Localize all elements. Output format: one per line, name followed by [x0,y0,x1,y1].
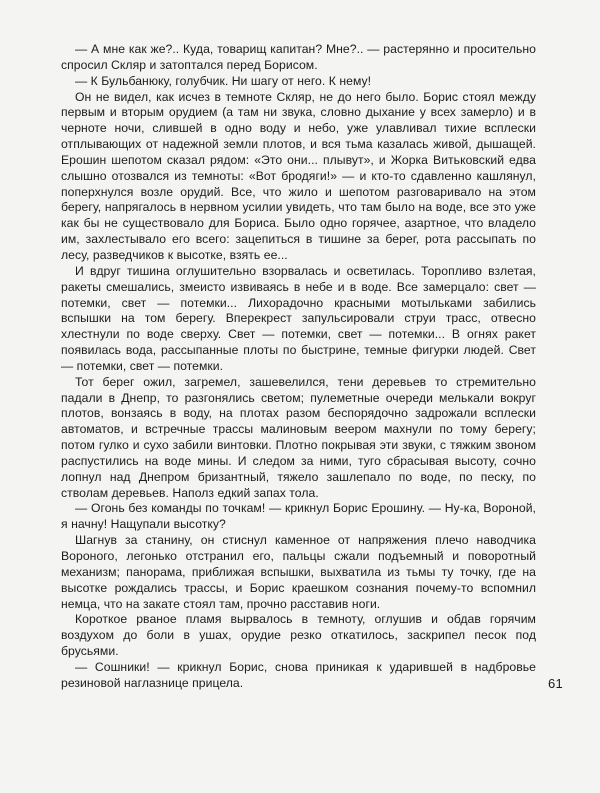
paragraph: Он не видел, как исчез в темноте Скляр, не до него было. Борис стоял между первым и вторым орудием (а там ни звука, словно дыхание у всех замерло) и в черноте ночи, слившей в одно воду и небо, уже улавливал тихие всплески отплывающих от надежной земли плотов, и вся тьма казалась живой, дышащей. Ерошин шепотом сказал рядом: «Это они... плывут», и Жорка Витьковский едва слышно отозвался из темноты: «Вот бродяги!» — и кто-то сдавленно кашлянул, поперхнулся возле орудий. Все, что жило и шепотом разговаривало на этом берегу, напрягалось в нервном усилии увидеть, что там было на воде, все это уже как бы не существовало для Бориса. Было одно горячее, азартное, что владело им, захлестывало его всего: зацепиться в тишине за берег, рота рассыпать по лесу, разведчиков к высотке, взять ее... [61,89,536,262]
paragraph: — Огонь без команды по точкам! — крикнул Борис Ерошину. — Ну-ка, Вороной, я начну! Нащупали высотку? [61,501,536,532]
paragraph: — К Бульбанюку, голубчик. Ни шагу от него. К нему! [75,73,372,88]
paragraph: Шагнув за станину, он стиснул каменное от напряжения плечо наводчика Вороного, легонько отстранил его, пальцы сжали подъемный и поворотный механизм; панорама, приближая вспышки, выхватила из тьмы ту точку, где на высотке рождались трассы, и Борис краешком сознания почему-то вспомнил немца, что на закате стоял там, прочно расставив ноги. [61,533,536,611]
page-text-body [61,42,536,692]
page-number: 61 [548,676,564,691]
paragraph: — А мне как же?.. Куда, товарищ капитан? Мне?.. — растерянно и просительно спросил Скляр и затоптался перед Борисом. [61,42,536,72]
paragraph: И вдруг тишина оглушительно взорвалась и осветилась. Торопливо взлетая, ракеты смешались, змеисто извиваясь в небе и в воде. Все замерцало: свет — потемки, свет — потемки... Лихорадочно красными мотыльками забились вспышки на том берегу. Вперекрест запульсировали струи трасс, отвесно хлестнули по воде сверху. Свет — потемки, свет — потемки... В огнях ракет появилась вода, рассыпанные плоты по быстрине, темные фигурки людей. Свет — потемки, свет — потемки. [61,263,536,373]
paragraph: — Сошники! — крикнул Борис, снова приникая к ударившей в надбровье резиновой наглазнице прицела. [61,659,536,690]
paragraph: Тот берег ожил, загремел, зашевелился, тени деревьев то стремительно падали в Днепр, то разгонялись светом; пулеметные очереди мелькали вокруг плотов, вонзаясь в воду, на плотах разом беспорядочно задрожали всплески автоматов, и встречные трассы малиновым веером махнули по тому берегу; потом гулко и сухо забили винтовки. Плотно покрывая эти звуки, с тяжким звоном распустились на воде мины. И следом за ними, туго сбрасывая высоту, сочно лопнул над Днепром бризантный, тяжело зашлепало по воде, по песку, по стволам деревьев. Наполз едкий запах тола. [61,374,536,500]
paragraph: Короткое рваное пламя вырвалось в темноту, оглушив и обдав горячим воздухом до боли в ушах, орудие резко откатилось, заскрипел песок под брусьями. [61,612,536,659]
